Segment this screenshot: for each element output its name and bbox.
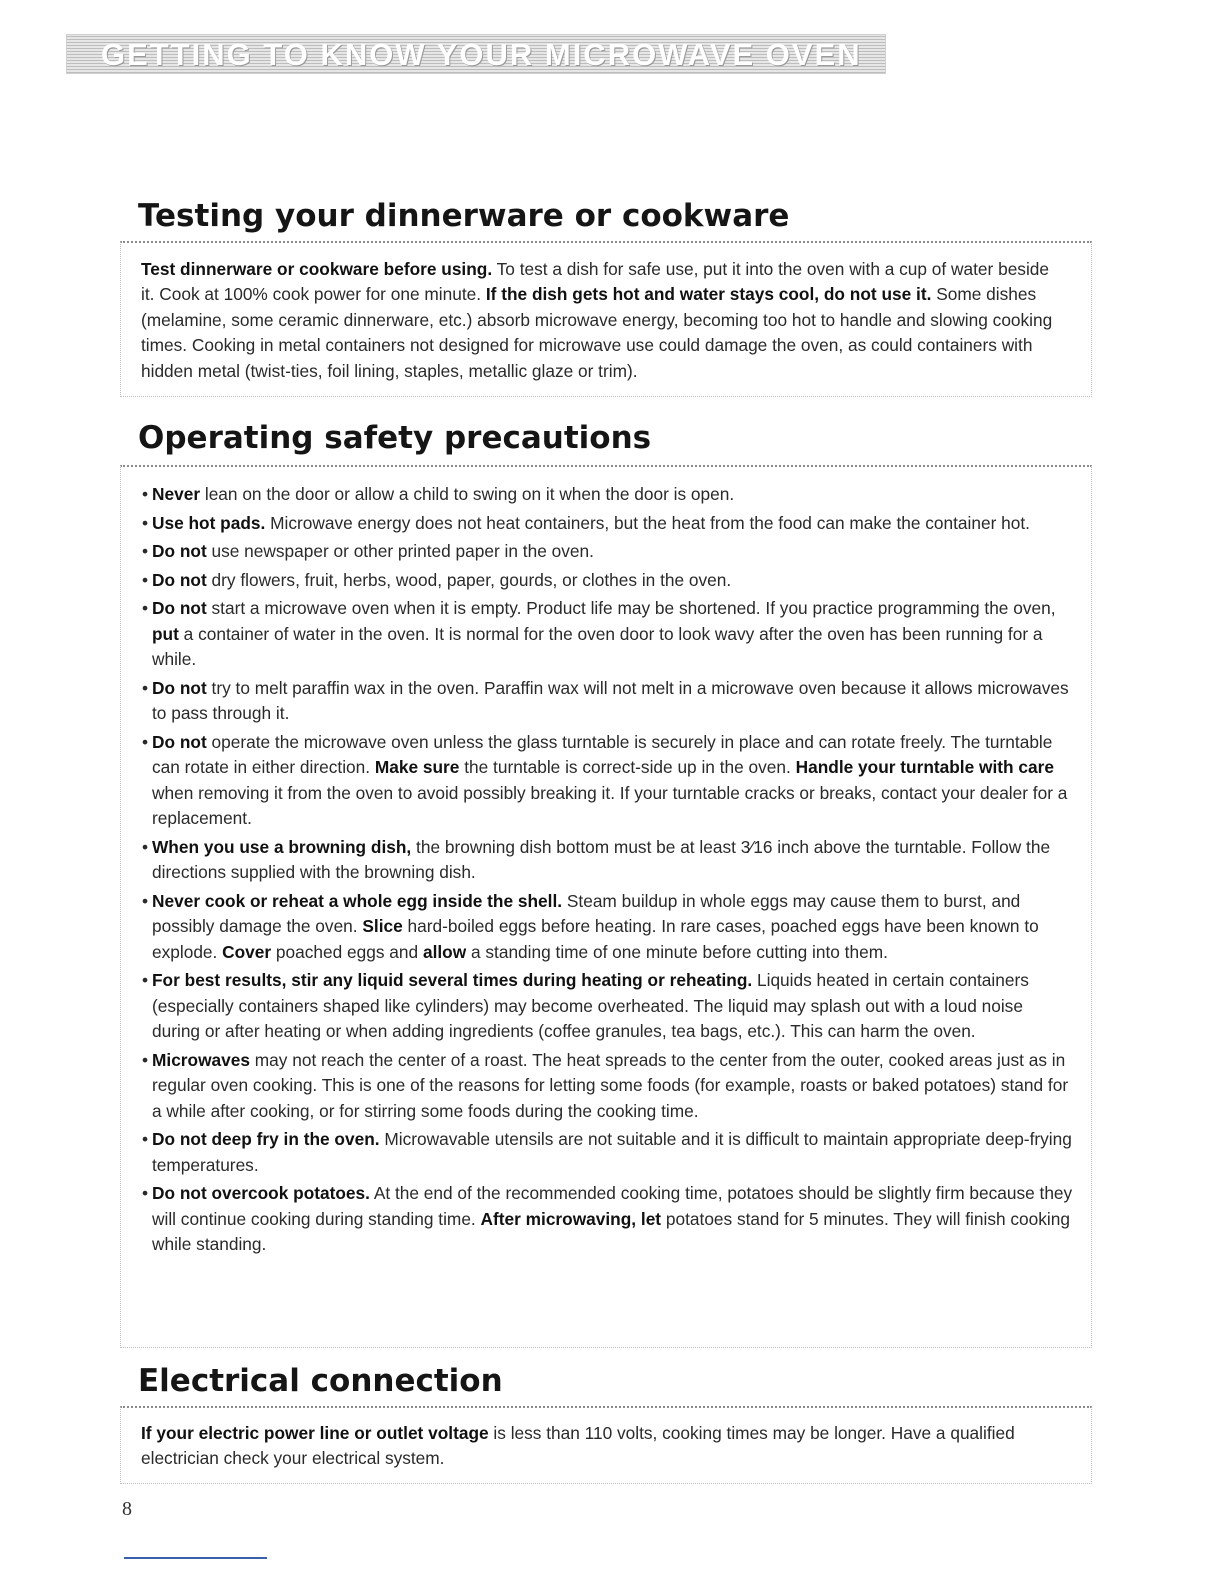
body-text: lean on the door or allow a child to swing on it when the door is open. bbox=[200, 484, 735, 504]
bullet-icon: • bbox=[142, 1183, 149, 1203]
body-text: is less than 110 volts, cooking times may be longer. Have a qualified electrician check your electrical system. bbox=[141, 1423, 1015, 1469]
bullet-icon: • bbox=[142, 569, 149, 590]
emphasis-text: Do not bbox=[152, 569, 207, 590]
emphasis-text: Do not overcook potatoes. bbox=[152, 1183, 370, 1203]
bullet-icon: • bbox=[142, 484, 149, 504]
body-text: Liquids heated in certain containers (especially containers shaped like cylinders) may become overheated. The liquid may splash out with a loud noise during or after heating or when adding ingredients (coffee granules, tea bags, etc.). This can harm the oven. bbox=[152, 970, 1029, 1041]
section-title-electrical-connection: Electrical connection bbox=[138, 1363, 503, 1399]
emphasis-text: If your electric power line or outlet voltage bbox=[141, 1423, 489, 1443]
bullet-icon: • bbox=[142, 836, 149, 857]
body-text: when removing it from the oven to avoid possibly breaking it. If your turntable cracks or breaks, contact your dealer for a replacement. bbox=[152, 782, 1068, 828]
emphasis-text: Do not bbox=[152, 731, 207, 752]
body-text: Some dishes (melamine, some ceramic dinnerware, etc.) absorb microwave energy, becoming too hot to handle and slowing cooking times. Cooking in metal containers not designed for microwave use could damage the oven, as could containers with hidden metal (twist-ties, foil lining, staples, metallic glaze or trim). bbox=[141, 284, 1053, 381]
list-item bbox=[121, 676, 1073, 727]
emphasis-text: For best results, stir any liquid several times during heating or reheating. bbox=[152, 970, 753, 990]
emphasis-text: Microwaves bbox=[152, 1049, 250, 1070]
body-text: try to melt paraffin wax in the oven. Paraffin wax will not melt in a microwave oven because it allows microwaves to pass through it. bbox=[152, 677, 1069, 723]
body-text: the turntable is correct-side up in the oven. bbox=[459, 757, 796, 777]
emphasis-text: allow bbox=[422, 941, 467, 962]
electrical-connection-text bbox=[141, 1421, 1051, 1472]
emphasis-text: Test dinnerware or cookware before using. bbox=[141, 259, 493, 279]
list-item bbox=[121, 968, 1073, 1045]
operating-safety-box bbox=[120, 465, 1092, 1348]
body-text: At the end of the recommended cooking time, potatoes should be slightly firm because they will continue cooking during standing time. bbox=[152, 1183, 1073, 1229]
body-text: operate the microwave oven unless the glass turntable is securely in place and can rotate freely. The turntable can rotate in either direction. bbox=[152, 731, 1053, 777]
emphasis-text: Use hot pads. bbox=[152, 512, 266, 533]
list-item bbox=[121, 596, 1073, 673]
list-item bbox=[121, 511, 1073, 537]
body-text: the browning dish bottom must be at least 3⁄16 inch above the turntable. Follow the directions supplied with the browning dish. bbox=[152, 836, 1051, 882]
list-item bbox=[121, 835, 1073, 886]
safety-precautions-list bbox=[121, 482, 1073, 1258]
emphasis-text: Never cook or reheat a whole egg inside the shell. bbox=[152, 890, 563, 911]
bullet-icon: • bbox=[142, 1129, 149, 1149]
bullet-icon: • bbox=[142, 677, 149, 698]
testing-dinnerware-text bbox=[141, 257, 1065, 384]
body-text: a container of water in the oven. It is normal for the oven door to look wavy after the oven has been running for a while. bbox=[152, 623, 1043, 669]
bullet-icon: • bbox=[142, 970, 149, 990]
list-item bbox=[121, 568, 1073, 594]
emphasis-text: If the dish gets hot and water stays cool, do not use it. bbox=[485, 284, 932, 305]
emphasis-text: Do not bbox=[152, 541, 207, 561]
list-item bbox=[121, 539, 1073, 565]
electrical-connection-box bbox=[120, 1406, 1092, 1484]
body-text: Microwavable utensils are not suitable and it is difficult to maintain appropriate deep-frying temperatures. bbox=[152, 1129, 1072, 1175]
list-item bbox=[121, 730, 1073, 832]
page-number: 8 bbox=[122, 1498, 132, 1520]
body-text: may not reach the center of a roast. The heat spreads to the center from the outer, cooked areas just as in regular oven cooking. This is one of the reasons for letting some foods (for example, roasts or baked potatoes) stand for a while after cooking, or for stirring some foods during the cooking time. bbox=[152, 1049, 1069, 1121]
emphasis-text: Do not deep fry in the oven. bbox=[152, 1129, 380, 1149]
list-item bbox=[121, 1181, 1073, 1258]
emphasis-text: When you use a browning dish, bbox=[152, 836, 412, 857]
chapter-banner bbox=[66, 34, 886, 74]
body-text: use newspaper or other printed paper in the oven. bbox=[206, 541, 594, 561]
section-title-testing-dinnerware: Testing your dinnerware or cookware bbox=[138, 198, 790, 234]
body-text: poached eggs and bbox=[271, 941, 423, 962]
bullet-icon: • bbox=[142, 890, 149, 911]
bullet-icon: • bbox=[142, 1049, 149, 1070]
body-text: hard-boiled eggs before heating. In rare cases, poached eggs have been known to explode. bbox=[152, 916, 1039, 962]
list-item bbox=[121, 1048, 1073, 1125]
list-item bbox=[121, 1127, 1073, 1178]
body-text: Microwave energy does not heat containers, but the heat from the food can make the container hot. bbox=[265, 512, 1030, 533]
bullet-icon: • bbox=[142, 541, 149, 561]
bullet-icon: • bbox=[142, 598, 149, 618]
body-text: To test a dish for safe use, put it into the oven with a cup of water beside it. Cook at 100% cook power for one minute. bbox=[141, 259, 1050, 305]
bullet-icon: • bbox=[142, 512, 149, 533]
body-text: a standing time of one minute before cutting into them. bbox=[466, 941, 888, 962]
emphasis-text: Slice bbox=[362, 916, 403, 936]
emphasis-text: Do not bbox=[152, 598, 207, 618]
list-item bbox=[121, 482, 1073, 508]
bullet-icon: • bbox=[142, 731, 149, 752]
section-title-operating-safety: Operating safety precautions bbox=[138, 420, 652, 456]
emphasis-text: After microwaving, let bbox=[480, 1208, 662, 1229]
footer-rule bbox=[124, 1557, 267, 1559]
emphasis-text: Cover bbox=[222, 941, 272, 962]
emphasis-text: Do not bbox=[152, 677, 207, 698]
list-item bbox=[121, 889, 1073, 966]
testing-dinnerware-box bbox=[120, 241, 1092, 397]
emphasis-text: Never bbox=[152, 484, 201, 504]
emphasis-text: put bbox=[152, 623, 179, 644]
emphasis-text: Handle your turntable with care bbox=[795, 757, 1054, 777]
body-text: Steam buildup in whole eggs may cause them to burst, and possibly damage the oven. bbox=[152, 890, 1021, 936]
body-text: potatoes stand for 5 minutes. They will finish cooking while standing. bbox=[152, 1208, 1070, 1254]
body-text: start a microwave oven when it is empty. Product life may be shortened. If you practice programming the oven, bbox=[206, 598, 1056, 618]
body-text: dry flowers, fruit, herbs, wood, paper, gourds, or clothes in the oven. bbox=[206, 569, 732, 590]
chapter-banner-title: GETTING TO KNOW YOUR MICROWAVE OVEN bbox=[101, 37, 862, 72]
emphasis-text: Make sure bbox=[374, 757, 460, 777]
